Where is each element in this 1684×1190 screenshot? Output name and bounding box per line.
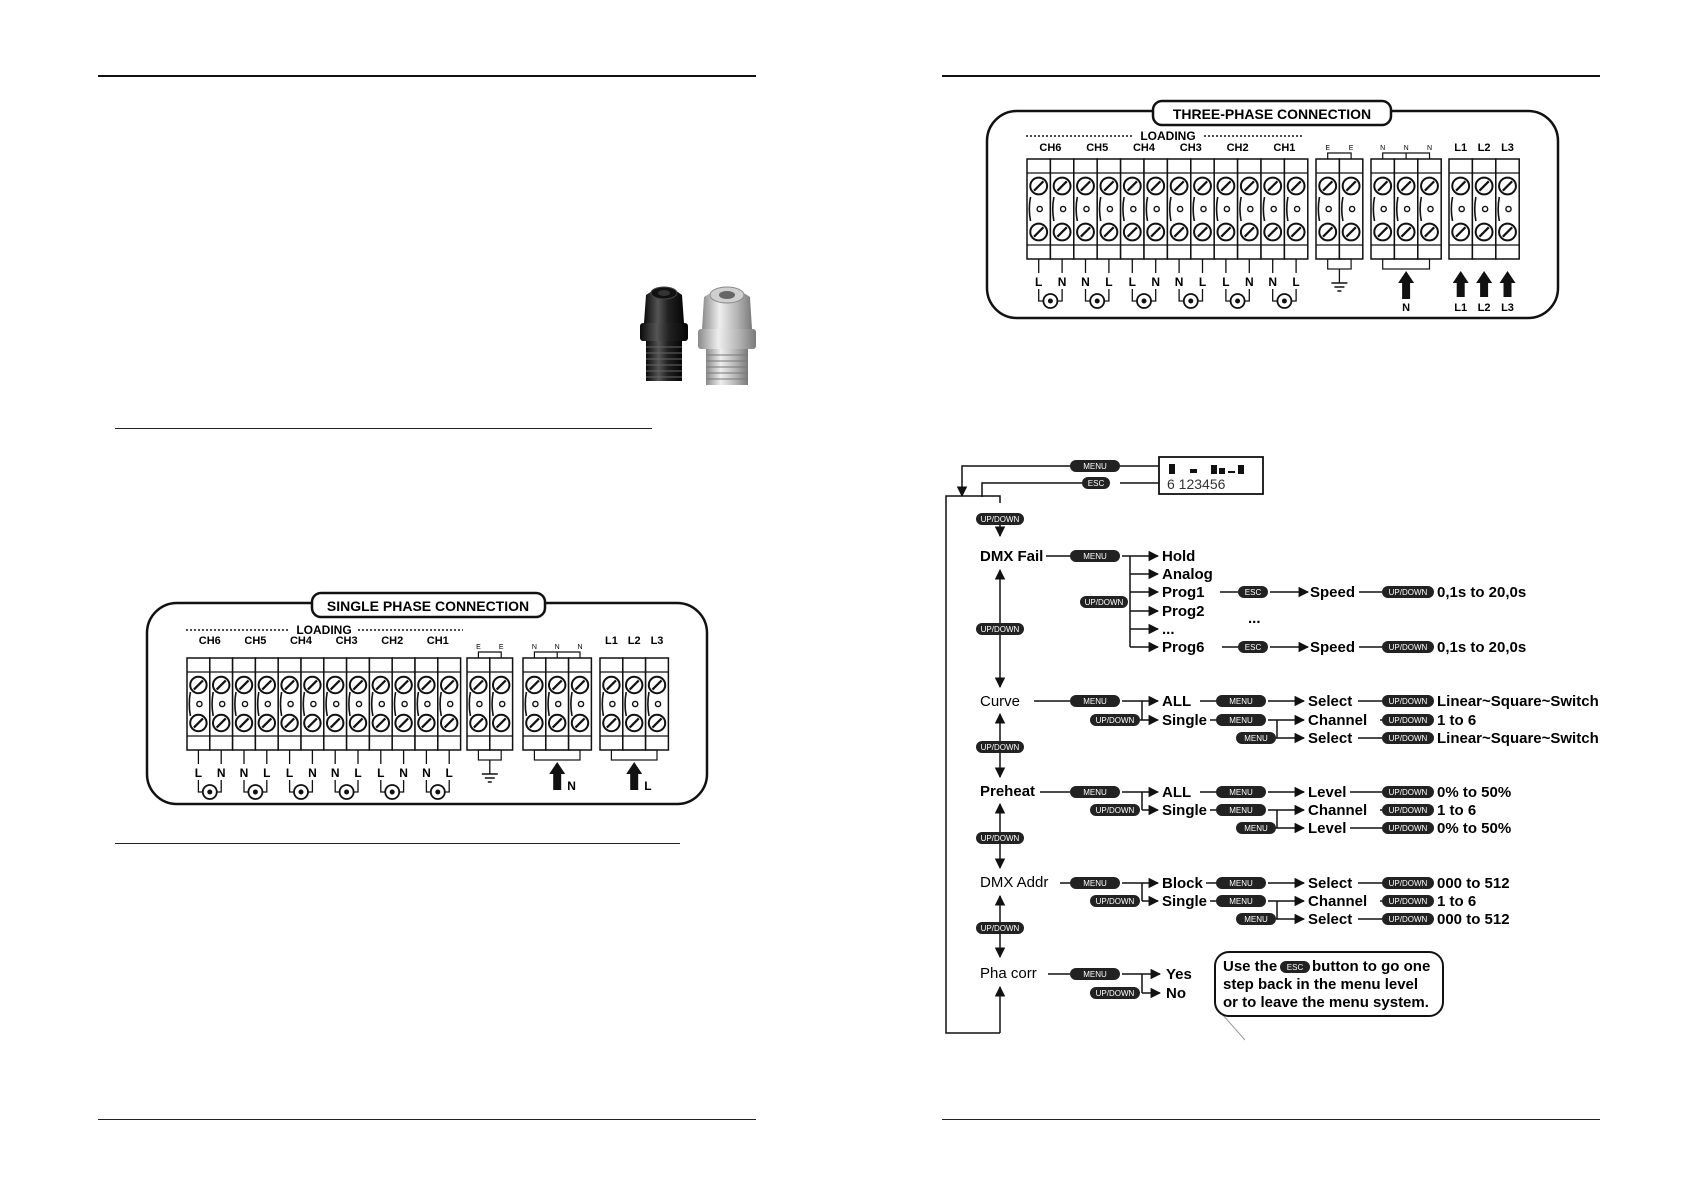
single-neutral-input-label: N [567, 779, 576, 793]
top-menu-button-label: MENU [1083, 462, 1107, 471]
preheat-single-menu-button-label: MENU [1229, 806, 1253, 815]
pha-corr-menu-button [1070, 968, 1120, 980]
note-box [1215, 952, 1443, 1040]
three-neutral-label-2: N [1403, 145, 1409, 152]
prog6-speed-label: Speed [1310, 639, 1356, 656]
three-neutral-input-label: N [1402, 302, 1411, 314]
addr-block-menu-button [1216, 877, 1266, 889]
preheat-all-menu-button-label: MENU [1229, 788, 1253, 797]
pha-corr-yes: Yes [1166, 966, 1192, 983]
preheat-single-channel: Channel [1308, 802, 1368, 819]
note-line-3: or to leave the menu system. [1223, 994, 1429, 1011]
prog6-updown-button-label: UP/DOWN [1388, 643, 1428, 652]
addr-block-updown-button [1382, 877, 1434, 889]
preheat-channel-menu-button [1236, 822, 1276, 834]
addr-menu-button [1070, 877, 1120, 889]
curve-all-menu-button-label: MENU [1229, 697, 1253, 706]
curve-single-range: Linear~Square~Switch [1437, 730, 1599, 747]
addr-menu-button-label: MENU [1083, 879, 1107, 888]
three-earth-label-1: E [1325, 145, 1331, 152]
updown-button-addr-pha [976, 922, 1024, 934]
three-wire-label-1: L [1035, 275, 1043, 289]
addr-updown-button-label: UP/DOWN [1095, 897, 1135, 906]
note-esc-button-label: ESC [1286, 963, 1304, 972]
three-wire-label-12: L [1292, 275, 1300, 289]
dmx-fail-prog2: Prog2 [1162, 603, 1205, 620]
curve-updown-button [1090, 714, 1140, 726]
preheat-updown-button [1090, 804, 1140, 816]
dmx-fail-prog6: Prog6 [1162, 639, 1205, 656]
menu-item-pha-corr: Pha corr [980, 965, 1037, 982]
preheat-level-updown-button [1382, 822, 1434, 834]
dmx-fail-updown-button [1080, 596, 1128, 608]
pha-corr-menu-button-label: MENU [1083, 970, 1107, 979]
three-label-ch5: CH5 [1086, 142, 1109, 154]
three-phase-input-label-2: L2 [1477, 302, 1491, 314]
addr-select-updown-button [1382, 913, 1434, 925]
single-wire-label-1: L [194, 766, 203, 780]
updown-button-top-label: UP/DOWN [980, 515, 1020, 524]
curve-all-updown-button [1382, 695, 1434, 707]
pha-corr-no: No [1166, 985, 1186, 1002]
addr-channel-updown-button [1382, 895, 1434, 907]
preheat-channel-updown-button-label: UP/DOWN [1388, 806, 1428, 815]
single-wire-label-4: L [263, 766, 271, 780]
single-wire-label-6: N [308, 766, 317, 780]
prog1-esc-button [1238, 586, 1268, 598]
single-wire-label-11: N [422, 766, 431, 780]
dmx-fail-prog-ellipsis: ... [1248, 610, 1261, 627]
three-wire-label-9: L [1222, 275, 1230, 289]
curve-channel-menu-button [1236, 732, 1276, 744]
single-wire-label-9: L [377, 766, 385, 780]
addr-block-select: Select [1308, 875, 1353, 892]
single-wire-label-7: N [330, 766, 340, 780]
curve-channel-range: 1 to 6 [1437, 712, 1477, 729]
addr-block-menu-button-label: MENU [1229, 879, 1253, 888]
single-neutral-label-2: N [554, 644, 560, 651]
single-wire-label-2: N [216, 766, 226, 780]
prog6-esc-button [1238, 641, 1268, 653]
preheat-channel-updown-button [1382, 804, 1434, 816]
single-phase-label-1: L1 [604, 635, 618, 647]
three-label-ch6: CH6 [1039, 142, 1062, 154]
preheat-single-range: 0% to 50% [1437, 820, 1512, 837]
single-label-ch5: CH5 [244, 635, 267, 647]
curve-all-updown-button-label: UP/DOWN [1388, 697, 1428, 706]
preheat-all-updown-button-label: UP/DOWN [1388, 788, 1428, 797]
prog6-speed-range: 0,1s to 20,0s [1437, 639, 1527, 656]
curve-menu-button [1070, 695, 1120, 707]
pha-corr-updown-button-label: UP/DOWN [1095, 989, 1135, 998]
preheat-all-menu-button [1216, 786, 1266, 798]
preheat-channel-menu-button-label: MENU [1244, 824, 1268, 833]
curve-all-select: Select [1308, 693, 1353, 710]
preheat-menu-button [1070, 786, 1120, 798]
three-phase-title: THREE-PHASE CONNECTION [1172, 106, 1372, 122]
curve-updown-button-label: UP/DOWN [1095, 716, 1135, 725]
curve-all-range: Linear~Square~Switch [1437, 693, 1599, 710]
single-wire-label-12: L [445, 766, 453, 780]
three-phase-label-2: L2 [1477, 142, 1491, 154]
prog1-esc-button-label: ESC [1244, 588, 1262, 597]
curve-channel-updown-button [1382, 714, 1434, 726]
curve-select-updown-button-label: UP/DOWN [1388, 734, 1428, 743]
updown-button-dmx-curve [976, 623, 1024, 635]
three-wire-label-4: L [1105, 275, 1113, 289]
curve-single-select: Select [1308, 730, 1353, 747]
curve-single: Single [1162, 712, 1208, 729]
addr-single-menu-button [1216, 895, 1266, 907]
single-label-ch3: CH3 [335, 635, 358, 647]
top-esc-button [1082, 477, 1110, 489]
prog6-esc-button-label: ESC [1244, 643, 1262, 652]
note-line-1b: button to go one [1312, 958, 1431, 975]
three-neutral-label-3: N [1426, 145, 1433, 152]
updown-button-addr-pha-label: UP/DOWN [980, 924, 1020, 933]
addr-single-channel: Channel [1308, 893, 1368, 910]
menu-item-dmx-addr: DMX Addr [980, 874, 1049, 891]
single-neutral-label-1: N [531, 644, 537, 651]
prog1-speed-range: 0,1s to 20,0s [1437, 584, 1527, 601]
three-phase-label-3: L3 [1501, 142, 1514, 154]
preheat-level-updown-button-label: UP/DOWN [1388, 824, 1428, 833]
single-wire-label-10: N [399, 766, 408, 780]
dmx-fail-updown-button-label: UP/DOWN [1084, 598, 1124, 607]
single-earth-label-2: E [498, 644, 504, 651]
prog1-updown-button-label: UP/DOWN [1388, 588, 1428, 597]
dmx-fail-more: ... [1162, 621, 1175, 638]
preheat-all-level: Level [1308, 784, 1347, 801]
three-loading-label: LOADING [1140, 129, 1196, 143]
dmx-fail-prog1: Prog1 [1162, 584, 1205, 601]
curve-channel-updown-button-label: UP/DOWN [1388, 716, 1428, 725]
curve-channel-menu-button-label: MENU [1244, 734, 1268, 743]
single-loading-label: LOADING [296, 623, 352, 637]
top-esc-button-label: ESC [1087, 479, 1105, 488]
addr-single-range: 000 to 512 [1437, 911, 1510, 928]
single-phase-input-label: L [644, 779, 652, 793]
single-wire-label-5: L [285, 766, 294, 780]
three-phase-label-1: L1 [1454, 142, 1468, 154]
addr-block: Block [1162, 875, 1203, 892]
single-wire-label-8: L [354, 766, 362, 780]
updown-button-curve-preheat-label: UP/DOWN [980, 743, 1020, 752]
three-label-ch2: CH2 [1226, 142, 1249, 154]
prog1-speed-label: Speed [1310, 584, 1356, 601]
three-wire-label-2: N [1057, 275, 1067, 289]
single-wire-label-3: N [239, 766, 249, 780]
updown-button-preheat-addr [976, 832, 1024, 844]
single-label-ch4: CH4 [289, 635, 313, 647]
dmx-fail-menu-button [1070, 550, 1120, 562]
three-wire-label-10: N [1244, 275, 1254, 289]
three-phase-input-label-1: L1 [1454, 302, 1468, 314]
three-phase-input-label-3: L3 [1501, 302, 1514, 314]
three-wire-label-7: N [1174, 275, 1184, 289]
preheat-single: Single [1162, 802, 1208, 819]
preheat-all-updown-button [1382, 786, 1434, 798]
menu-item-curve: Curve [980, 693, 1021, 710]
three-label-ch3: CH3 [1179, 142, 1202, 154]
three-neutral-label-1: N [1380, 145, 1386, 152]
three-label-ch1: CH1 [1273, 142, 1296, 154]
three-wire-label-3: N [1081, 275, 1090, 289]
lcd-digits: 6 123456 [1167, 476, 1226, 492]
addr-updown-button [1090, 895, 1140, 907]
prog6-updown-button [1382, 641, 1434, 653]
addr-channel-menu-button-label: MENU [1244, 915, 1268, 924]
preheat-menu-button-label: MENU [1083, 788, 1107, 797]
menu-item-dmx-fail: DMX Fail [980, 548, 1044, 565]
single-label-ch1: CH1 [426, 635, 449, 647]
addr-channel-updown-button-label: UP/DOWN [1388, 897, 1428, 906]
preheat-single-level: Level [1308, 820, 1347, 837]
addr-block-updown-button-label: UP/DOWN [1388, 879, 1428, 888]
updown-button-top [976, 513, 1024, 525]
note-line-1a: Use the [1223, 958, 1278, 975]
addr-single-select: Select [1308, 911, 1353, 928]
addr-single: Single [1162, 893, 1208, 910]
dmx-fail-menu-button-label: MENU [1083, 552, 1107, 561]
pha-corr-updown-button [1090, 987, 1140, 999]
curve-single-menu-button [1216, 714, 1266, 726]
lcd-display [1159, 457, 1263, 494]
preheat-single-menu-button [1216, 804, 1266, 816]
single-phase-label-3: L3 [650, 635, 664, 647]
addr-select-updown-button-label: UP/DOWN [1388, 915, 1428, 924]
single-label-ch2: CH2 [381, 635, 404, 647]
note-line-2: step back in the menu level [1223, 976, 1419, 993]
preheat-channel-range: 1 to 6 [1437, 802, 1477, 819]
three-wire-label-8: L [1198, 275, 1207, 289]
three-label-ch4: CH4 [1132, 142, 1156, 154]
curve-all: ALL [1162, 693, 1192, 710]
curve-select-updown-button [1382, 732, 1434, 744]
single-label-ch6: CH6 [198, 635, 221, 647]
updown-button-curve-preheat [976, 741, 1024, 753]
preheat-all: ALL [1162, 784, 1192, 801]
curve-single-menu-button-label: MENU [1229, 716, 1253, 725]
single-neutral-label-3: N [577, 644, 583, 651]
dmx-fail-hold: Hold [1162, 548, 1196, 565]
three-wire-label-6: N [1151, 275, 1161, 289]
prog1-updown-button [1382, 586, 1434, 598]
three-earth-label-2: E [1348, 145, 1354, 152]
addr-channel-range: 1 to 6 [1437, 893, 1477, 910]
three-wire-label-11: N [1268, 275, 1278, 289]
addr-channel-menu-button [1236, 913, 1276, 925]
preheat-all-range: 0% to 50% [1437, 784, 1512, 801]
menu-item-preheat: Preheat [980, 783, 1036, 800]
single-phase-label-2: L2 [627, 635, 641, 647]
curve-all-menu-button [1216, 695, 1266, 707]
addr-block-range: 000 to 512 [1437, 875, 1510, 892]
dmx-fail-analog: Analog [1162, 566, 1213, 583]
single-phase-title: SINGLE PHASE CONNECTION [326, 598, 530, 614]
updown-button-dmx-curve-label: UP/DOWN [980, 625, 1020, 634]
single-earth-label-1: E [476, 644, 481, 651]
updown-button-preheat-addr-label: UP/DOWN [980, 834, 1020, 843]
curve-menu-button-label: MENU [1083, 697, 1107, 706]
addr-single-menu-button-label: MENU [1229, 897, 1253, 906]
top-menu-button [1070, 460, 1120, 472]
curve-single-channel: Channel [1308, 712, 1368, 729]
preheat-updown-button-label: UP/DOWN [1095, 806, 1135, 815]
three-wire-label-5: L [1128, 275, 1136, 289]
